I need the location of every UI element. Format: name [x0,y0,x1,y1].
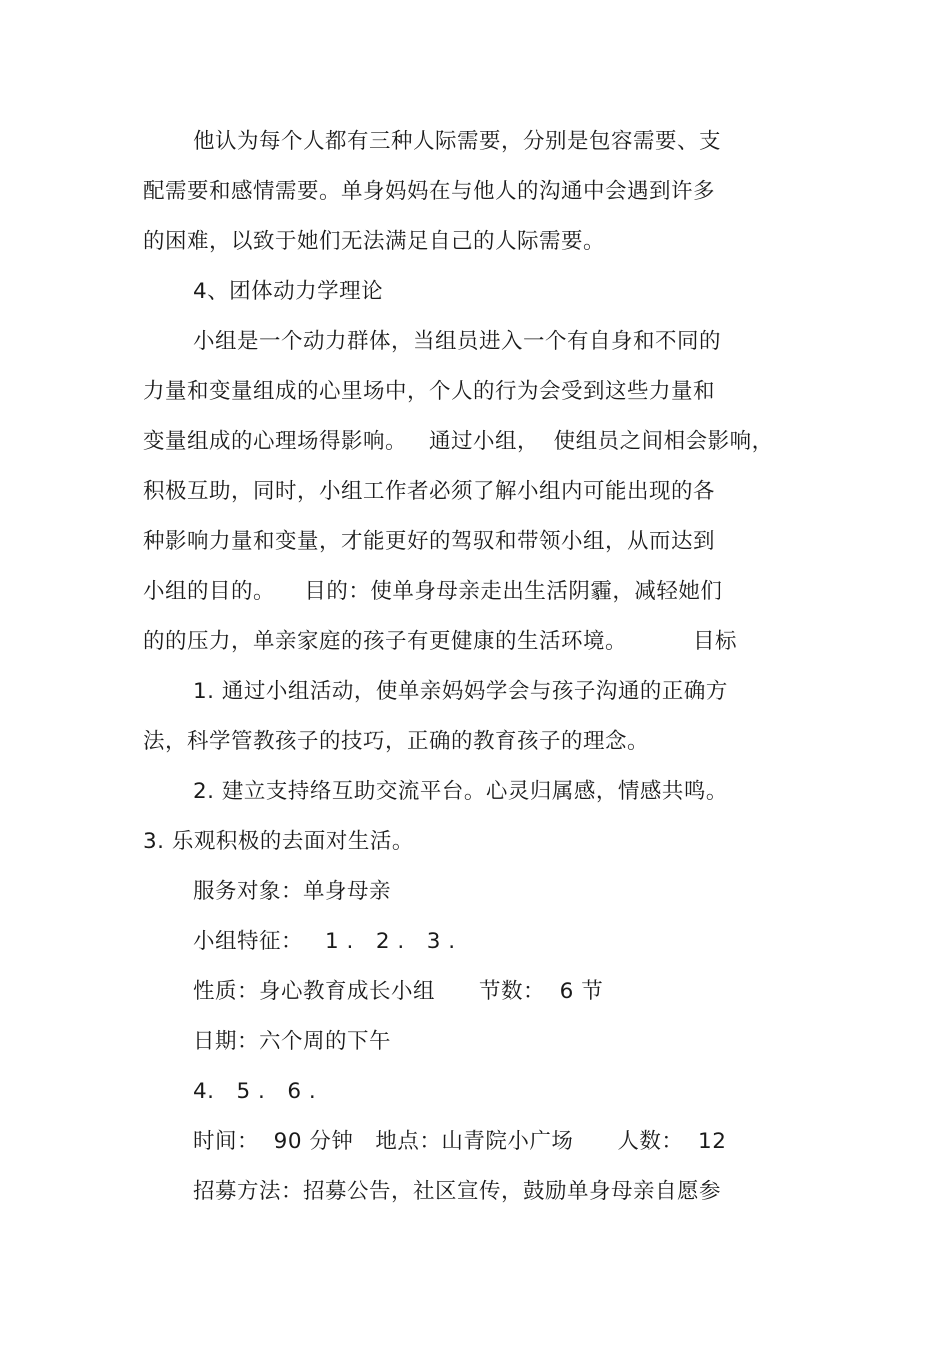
section-heading: 4、团体动力学理论 [193,279,384,304]
text-line: 他认为每个人都有三种人际需要，分别是包容需要、支 [193,129,722,154]
text-line: 法，科学管教孩子的技巧，正确的教育孩子的理念。 [143,729,650,754]
group-features-cont: 4. 5 . 6 . [193,1079,317,1104]
time-location: 时间： 90 分钟 地点：山青院小广场 人数： 12 [193,1129,727,1154]
service-target: 服务对象：单身母亲 [193,879,392,904]
goal-item-3: 3. 乐观积极的去面对生活。 [143,829,414,854]
text-line: 小组的目的。 目的：使单身母亲走出生活阴霾，减轻她们 [143,579,723,604]
goal-item-1: 1. 通过小组活动，使单亲妈妈学会与孩子沟通的正确方 [193,679,728,704]
text-line: 配需要和感情需要。单身妈妈在与他人的沟通中会遇到许多 [143,179,716,204]
text-line: 种影响力量和变量，才能更好的驾驭和带领小组，从而达到 [143,529,716,554]
group-nature: 性质：身心教育成长小组 节数： 6 节 [193,979,604,1004]
goal-item-2: 2. 建立支持络互助交流平台。心灵归属感，情感共鸣。 [193,779,728,804]
group-features: 小组特征： 1 . 2 . 3 . [193,929,456,954]
text-line: 变量组成的心理场得影响。 通过小组， 使组员之间相会影响， [143,429,774,454]
text-line: 的的压力，单亲家庭的孩子有更健康的生活环境。 目标 [143,629,738,654]
group-date: 日期：六个周的下午 [193,1029,392,1054]
text-line: 小组是一个动力群体，当组员进入一个有自身和不同的 [193,329,722,354]
text-line: 的困难，以致于她们无法满足自己的人际需要。 [143,229,606,254]
text-line: 力量和变量组成的心里场中，个人的行为会受到这些力量和 [143,379,716,404]
text-line: 积极互助，同时，小组工作者必须了解小组内可能出现的各 [143,479,716,504]
recruit-method: 招募方法：招募公告，社区宣传，鼓励单身母亲自愿参 [193,1179,722,1204]
